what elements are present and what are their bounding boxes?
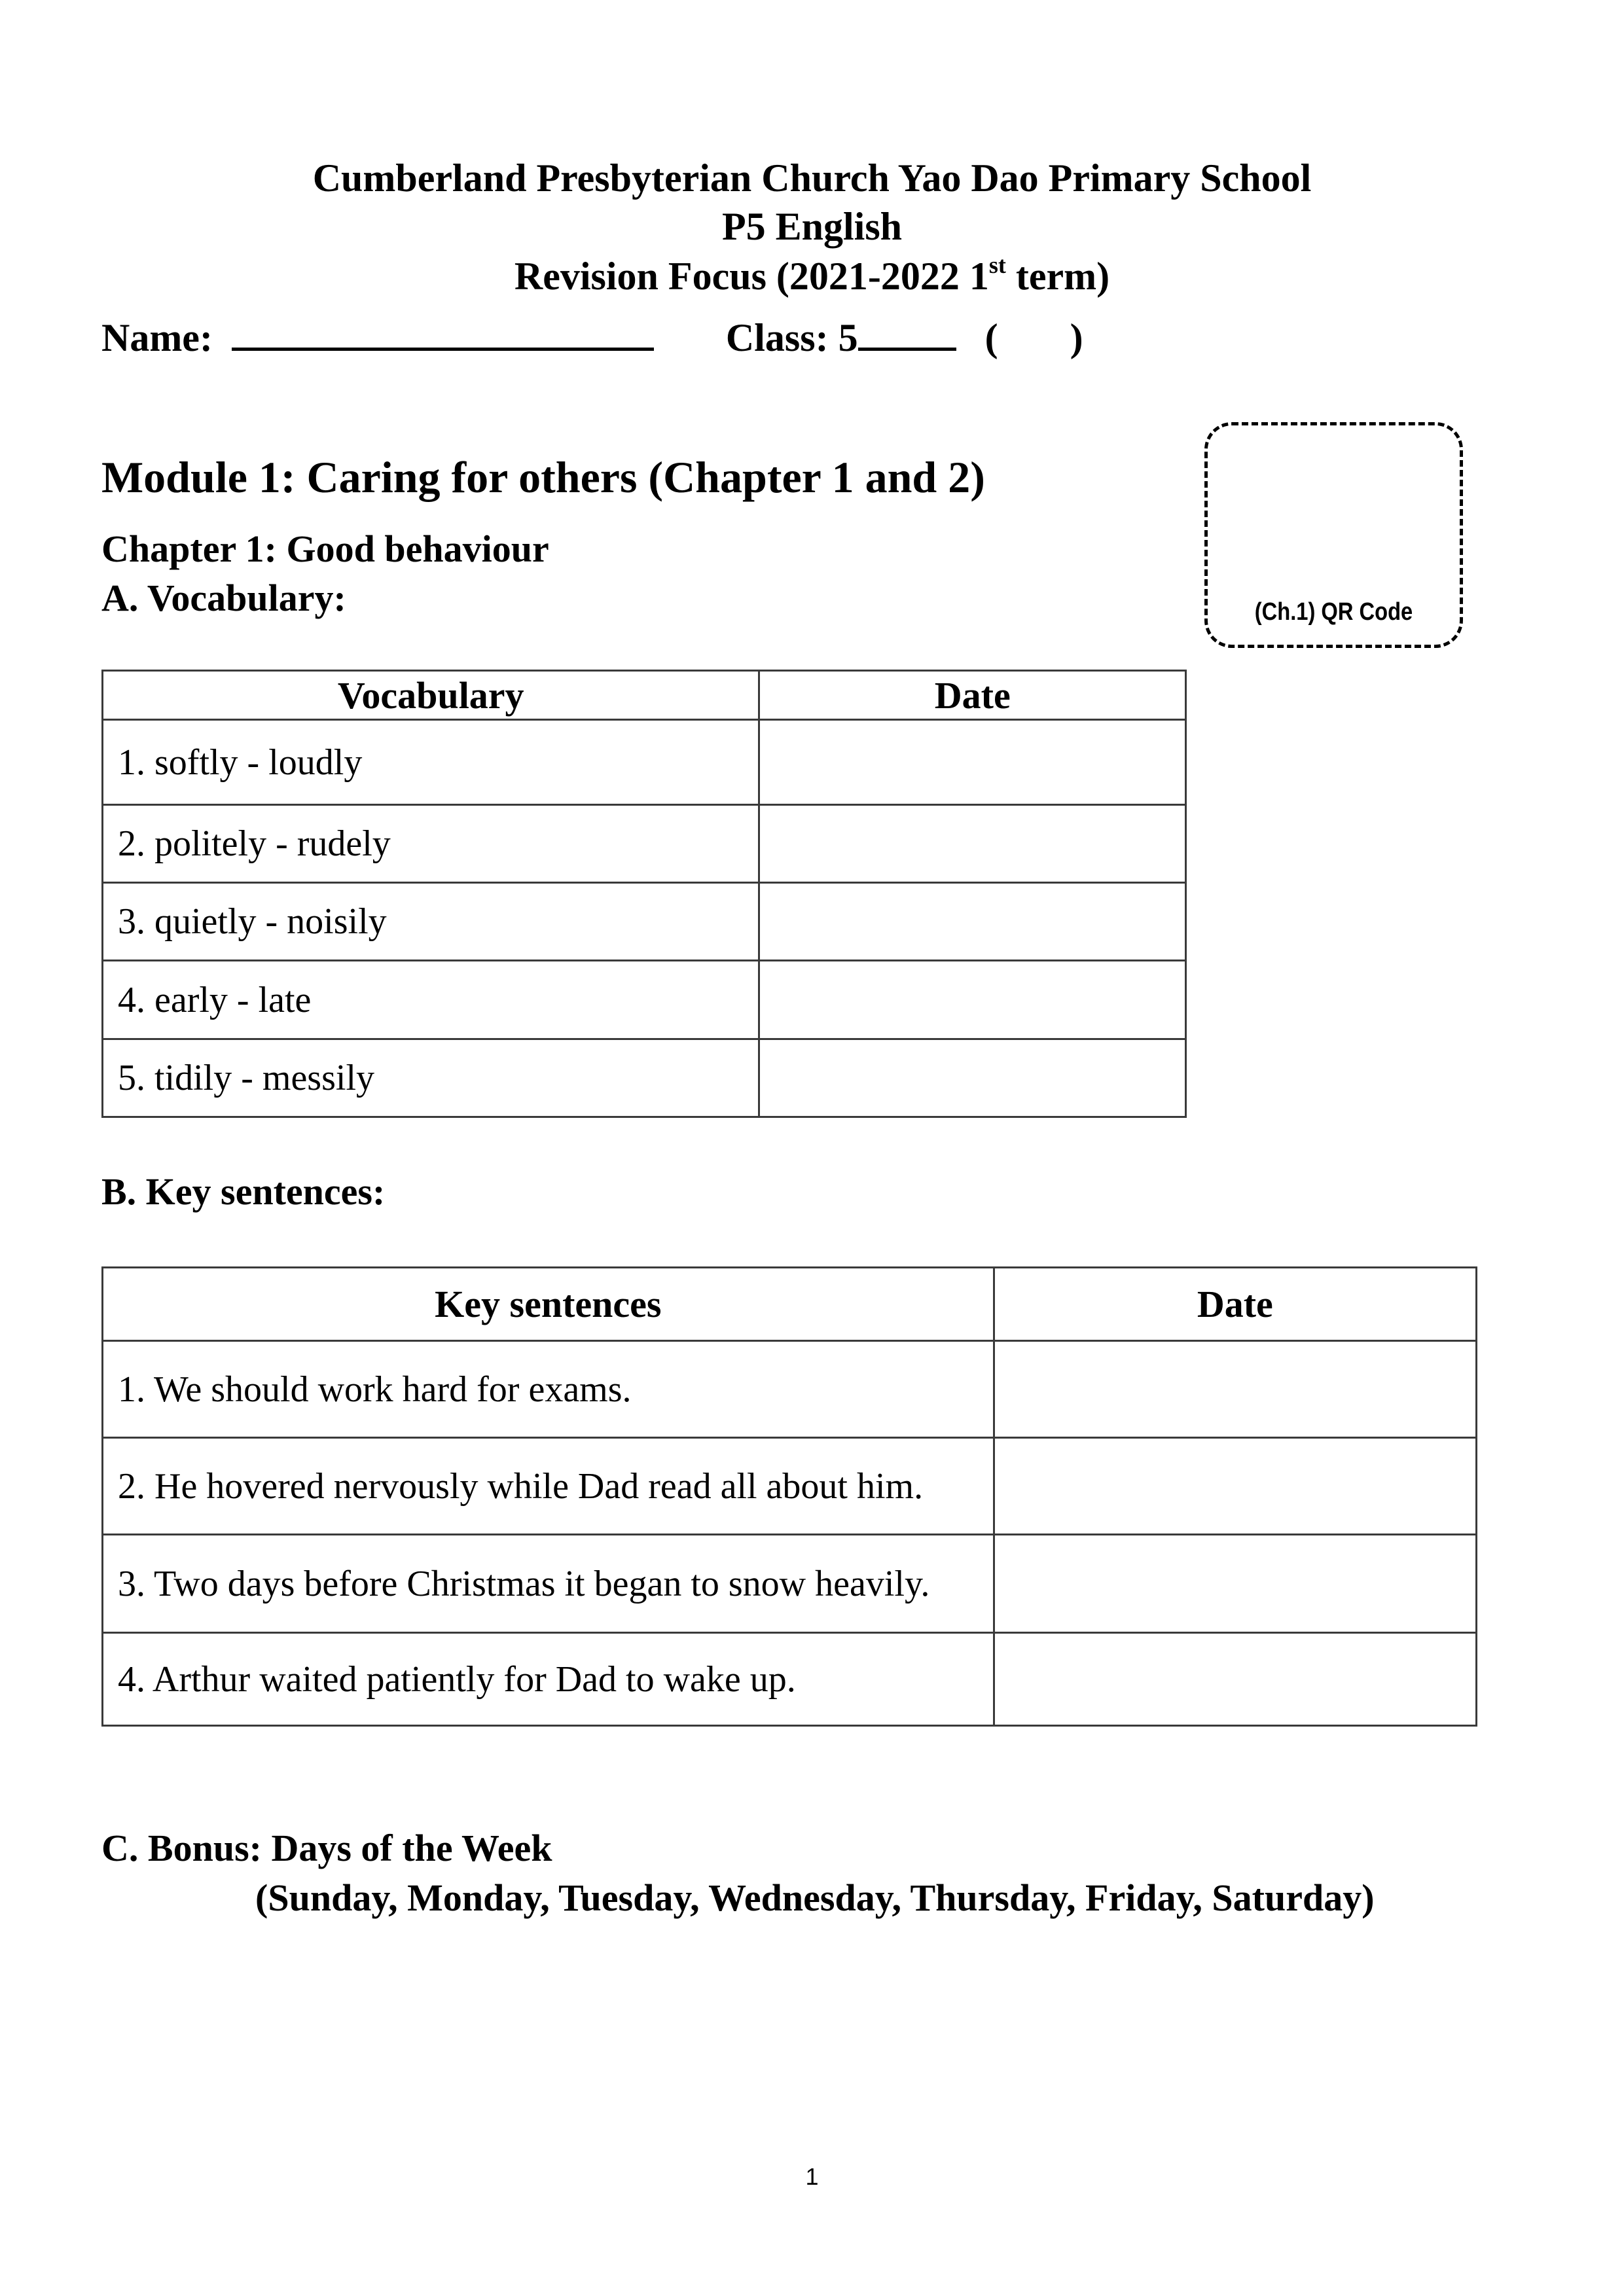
table-header-row [103,1268,1477,1341]
date-cell[interactable] [994,1438,1476,1535]
vocabulary-cell: 1. softly - loudly [103,720,759,805]
vocabulary-section-title: A. Vocabulary: [101,577,346,619]
date-cell[interactable] [994,1341,1476,1438]
table-row [103,1341,1477,1438]
term-ordinal-suffix: st [988,252,1006,278]
student-info-row [101,315,1083,361]
table-row [103,1438,1477,1535]
date-cell[interactable] [994,1535,1476,1633]
date-column-header: Date [994,1268,1476,1341]
table-row [103,805,1186,883]
date-column-header: Date [759,671,1186,720]
table-row [103,961,1186,1039]
key-sentences-table [101,1266,1477,1727]
module-title: Module 1: Caring for others (Chapter 1 and 2) [101,452,985,502]
table-row [103,883,1186,961]
subject-title: P5 English [721,205,903,248]
table-row [103,1633,1477,1726]
class-blank[interactable] [858,316,956,351]
date-cell[interactable] [759,805,1186,883]
class-number-open-paren: ( [984,316,998,359]
revision-focus-title [0,253,1624,300]
date-cell[interactable] [994,1633,1476,1726]
key-sentence-cell: 3. Two days before Christmas it began to snow heavily. [103,1535,994,1633]
page-number: 1 [805,2163,819,2190]
date-cell[interactable] [759,1039,1186,1117]
date-cell[interactable] [759,720,1186,805]
vocabulary-cell: 5. tidily - messily [103,1039,759,1117]
key-sentences-column-header: Key sentences [103,1268,994,1341]
key-sentence-cell: 4. Arthur waited patiently for Dad to wake up. [103,1633,994,1726]
vocabulary-table [101,670,1187,1118]
vocabulary-cell: 3. quietly - noisily [103,883,759,961]
class-label: Class: 5 [725,316,858,359]
vocabulary-cell: 4. early - late [103,961,759,1039]
school-name: Cumberland Presbyterian Church Yao Dao Primary School [312,156,1312,200]
class-number-close-paren: ) [1070,316,1083,359]
name-label: Name: [101,316,213,359]
key-sentences-section-title: B. Key sentences: [101,1170,386,1213]
vocabulary-cell: 2. politely - rudely [103,805,759,883]
key-sentence-cell: 2. He hovered nervously while Dad read all about him. [103,1438,994,1535]
table-header-row [103,671,1186,720]
revision-focus-suffix: term) [1005,255,1110,298]
qr-code-caption: (Ch.1) QR Code [1254,598,1413,626]
date-cell[interactable] [759,961,1186,1039]
key-sentence-cell: 1. We should work hard for exams. [103,1341,994,1438]
vocabulary-column-header: Vocabulary [103,671,759,720]
bonus-section-title: C. Bonus: Days of the Week [101,1827,552,1869]
days-of-week-list: (Sunday, Monday, Tuesday, Wednesday, Thursday, Friday, Saturday) [255,1876,1375,1919]
date-cell[interactable] [759,883,1186,961]
qr-code-placeholder [1204,422,1463,648]
table-row [103,1039,1186,1117]
table-row [103,1535,1477,1633]
name-blank[interactable] [232,316,654,351]
revision-focus-prefix: Revision Focus (2021-2022 1 [514,255,989,298]
table-row [103,720,1186,805]
chapter-title: Chapter 1: Good behaviour [101,528,549,570]
